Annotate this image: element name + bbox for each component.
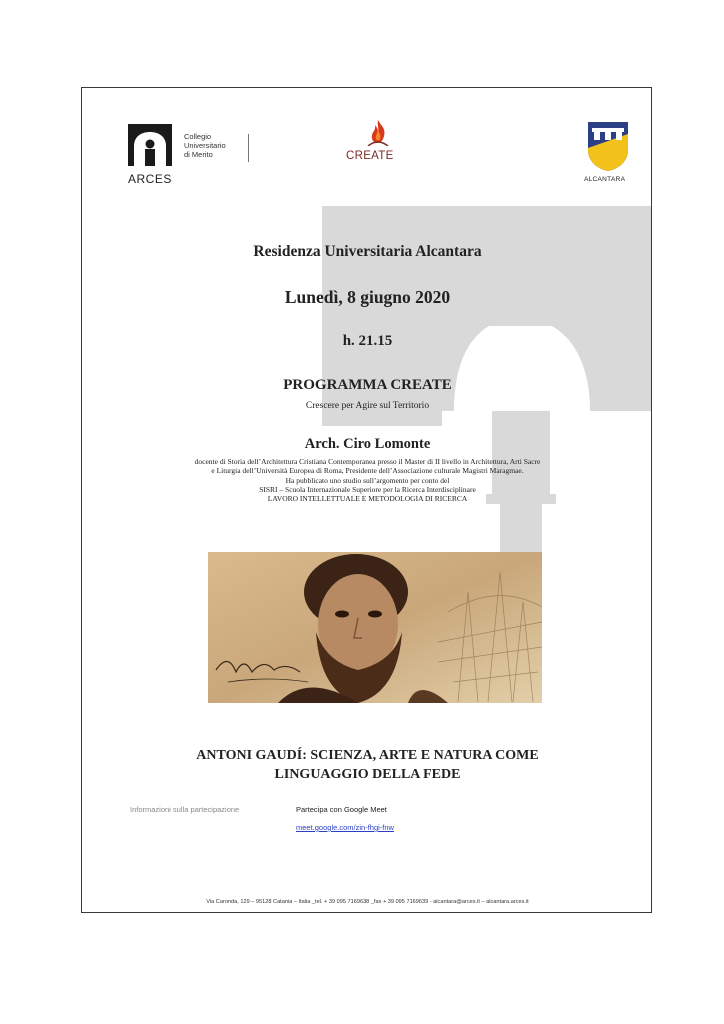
- alcantara-wordmark: ALCANTARA: [584, 176, 626, 183]
- event-date: Lunedì, 8 giugno 2020: [284, 287, 451, 307]
- bio-line: LAVORO INTELLETTUALE E METODOLOGIA DI RICERCA: [267, 494, 468, 504]
- create-logo: [344, 118, 414, 168]
- arces-wordmark: ARCES: [128, 172, 172, 186]
- logo-divider: [248, 134, 249, 162]
- footer-contact: Via Caronda, 129 – 95128 Catania – Italia _tel. + 39 095 7169638 _fax + 39 095 7169639 - alcantara@arces.it – alcantara.arces.it: [206, 899, 529, 905]
- arces-arch-icon: [128, 124, 172, 166]
- bio-line: SISRI – Scuola Internazionale Superiore per la Ricerca Interdisciplinare: [259, 484, 476, 494]
- alcantara-logo: [580, 120, 636, 190]
- create-wordmark: CREATE: [346, 150, 394, 162]
- google-meet-label: Partecipa con Google Meet: [296, 805, 387, 814]
- flame-icon: [366, 118, 390, 146]
- meet-link[interactable]: meet.google.com/zin-fhgi-fnw: [296, 823, 394, 832]
- participation-label: Informazioni sulla partecipazione: [130, 805, 240, 814]
- program-subtitle: Crescere per Agire sul Territorio: [305, 401, 430, 411]
- program-title: PROGRAMMA CREATE: [283, 377, 452, 393]
- event-time: h. 21.15: [342, 333, 393, 349]
- speaker-name: Arch. Ciro Lomonte: [304, 436, 431, 452]
- bio-line: e Liturgia dell’Università Europea di Roma, Presidente dell’Associazione culturale Magistri Maragmae.: [211, 466, 524, 476]
- speaker-bio: [112, 457, 623, 503]
- bio-line: Ha pubblicato uno studio sull’argomento per conto del: [285, 475, 450, 485]
- flyer-page: [81, 87, 652, 913]
- arces-subtitle: Collegio Universitario di Merito: [184, 132, 226, 159]
- bio-line: docente di Storia dell’Architettura Cristiana Contemporanea presso il Master di II livello in Architettura, Arti Sacre: [194, 457, 541, 466]
- gaudi-portrait-image: [208, 552, 542, 703]
- shield-bridge-icon: [586, 120, 630, 172]
- arces-logo: [128, 124, 258, 188]
- venue-title: Residenza Universitaria Alcantara: [253, 243, 482, 260]
- talk-title: ANTONI GAUDÍ: SCIENZA, ARTE E NATURA COME LINGUAGGIO DELLA FEDE: [196, 748, 539, 782]
